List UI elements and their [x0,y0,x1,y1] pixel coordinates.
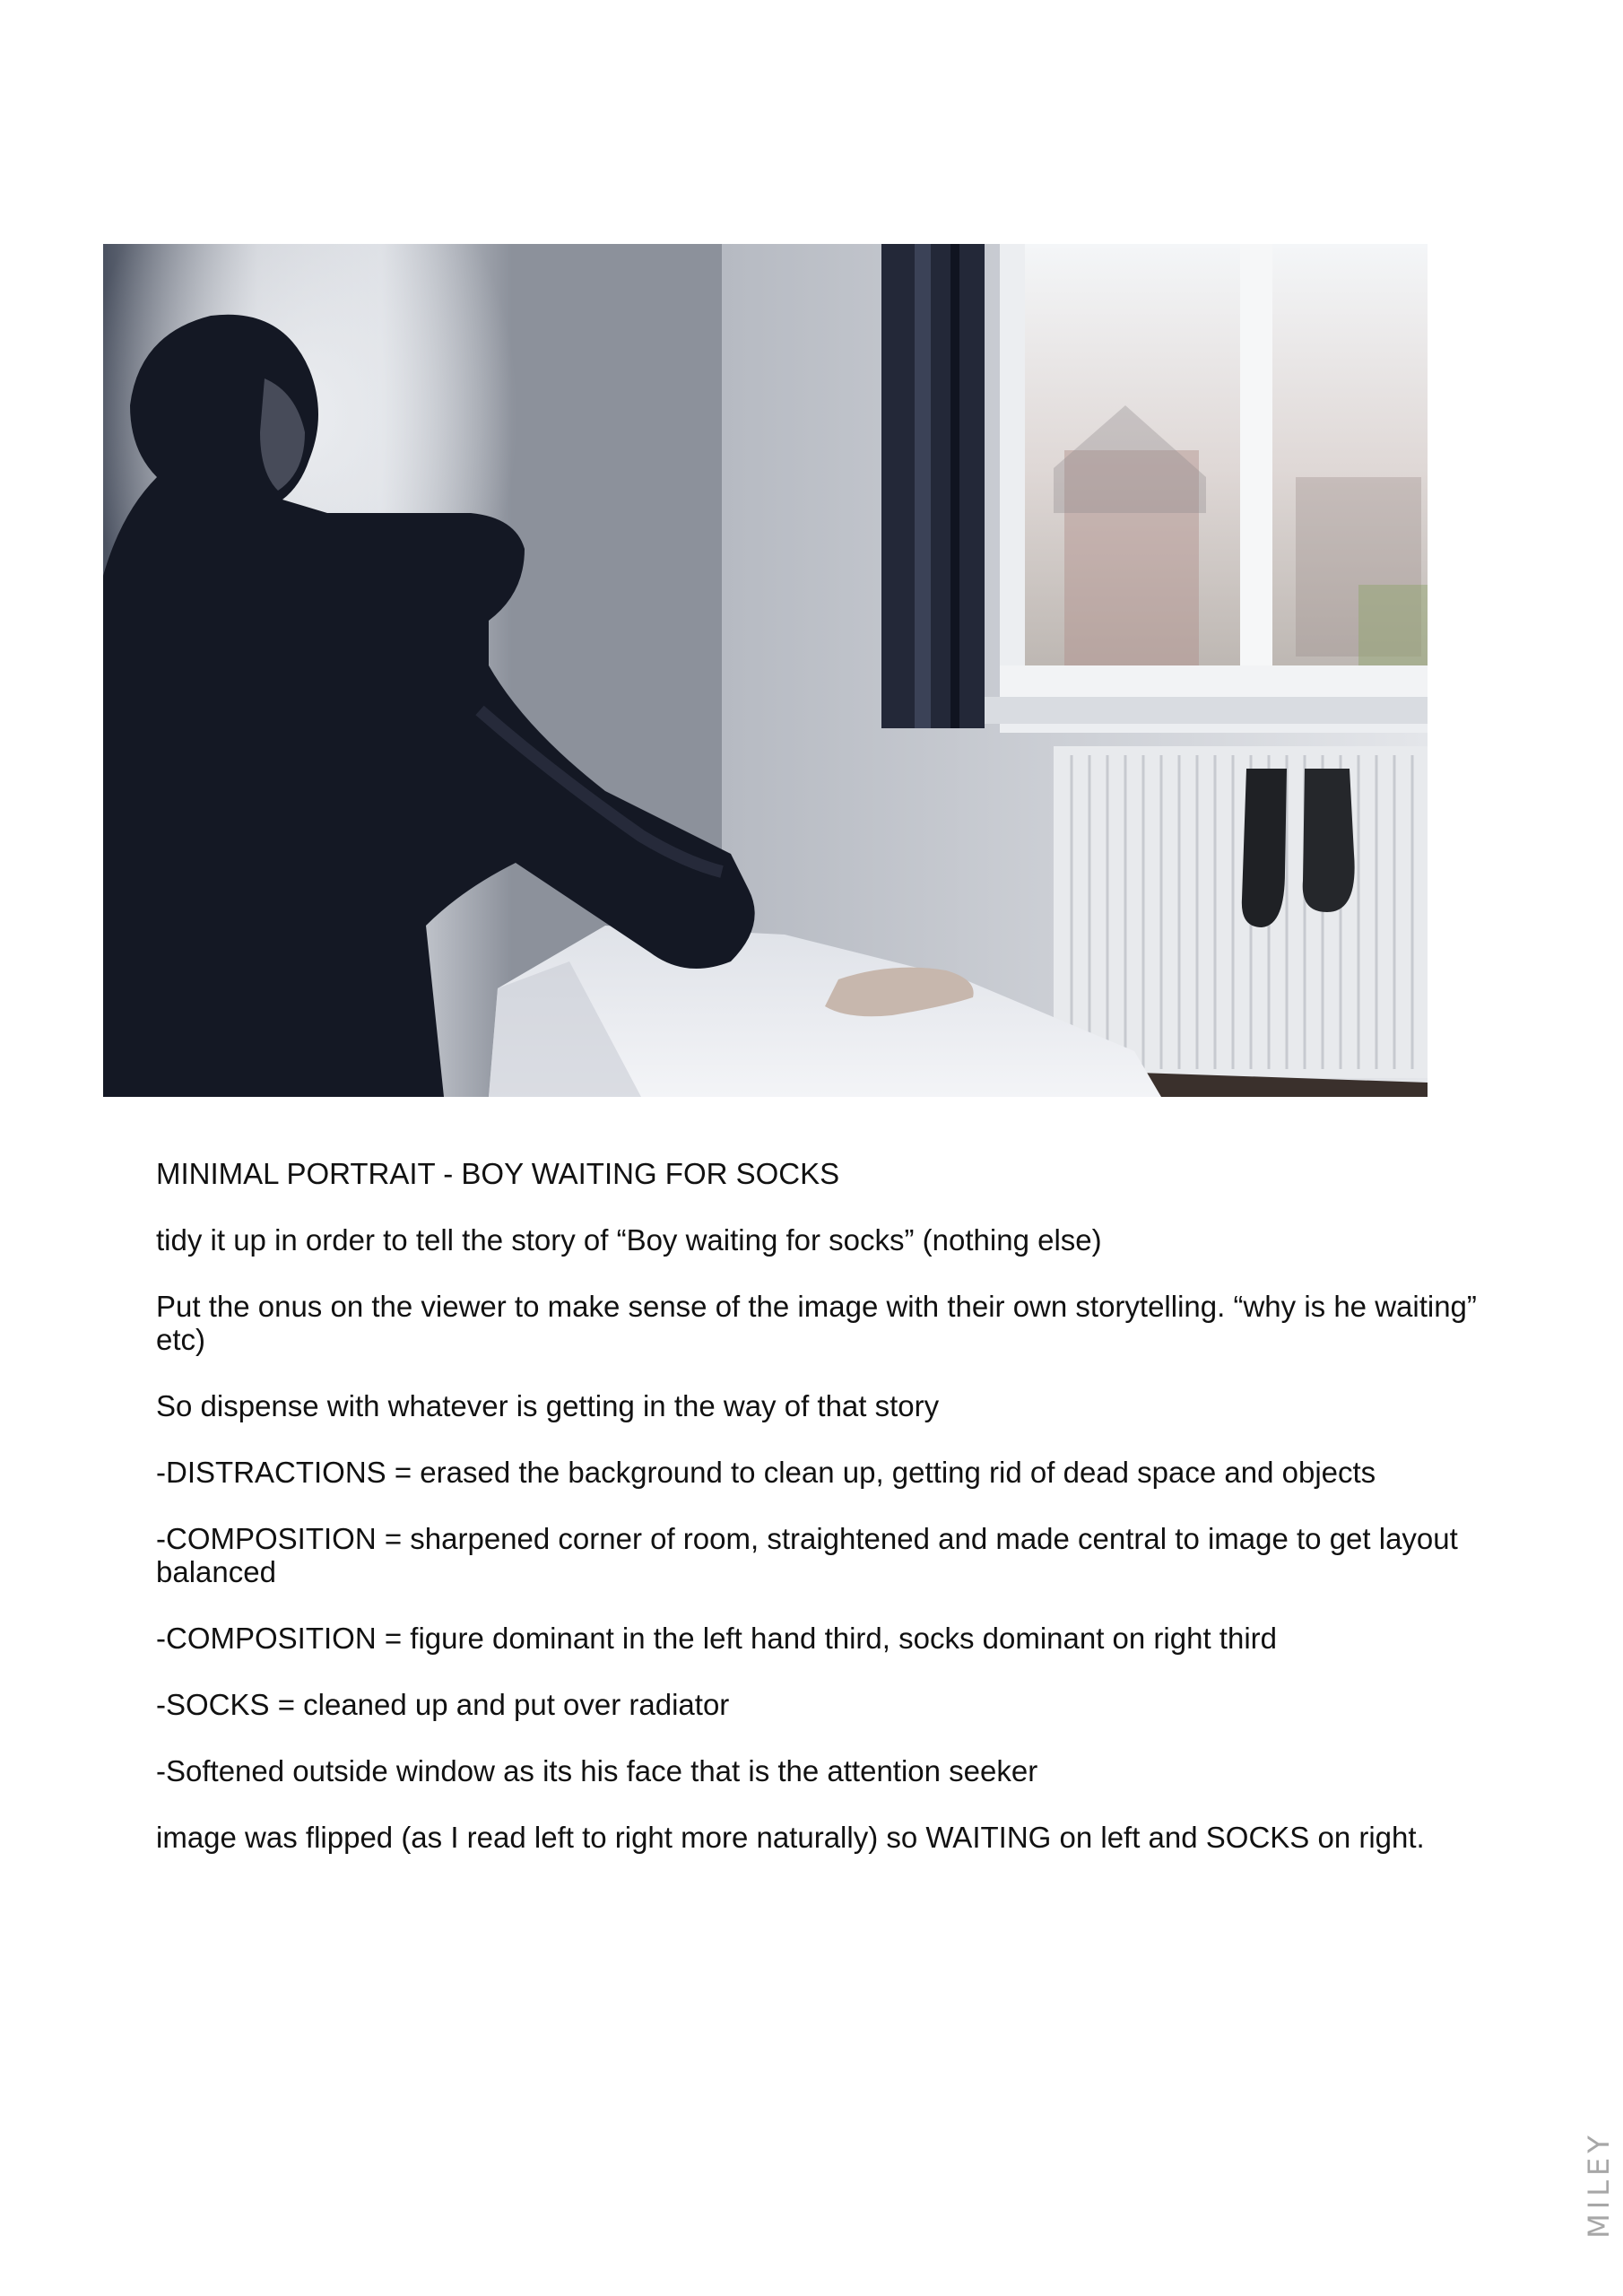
portrait-photo-illustration [103,244,1428,1097]
note-paragraph: -DISTRACTIONS = erased the background to clean up, getting rid of dead space and objects [156,1456,1376,1489]
note-paragraph: image was flipped (as I read left to right more naturally) so WAITING on left and SOCKS on right. [156,1821,1425,1854]
brand-logo [1581,2131,1617,2239]
notes-section [156,1157,1519,1887]
brand-logo-text: MILEY [1582,2131,1616,2239]
portrait-photo [103,244,1428,1097]
note-paragraph: -Softened outside window as its his face that is the attention seeker [156,1754,1038,1787]
notes-title: MINIMAL PORTRAIT - BOY WAITING FOR SOCKS [156,1157,840,1190]
note-paragraph: Put the onus on the viewer to make sense of the image with their own storytelling. “why is he waiting” etc) [156,1290,1477,1356]
note-paragraph: -COMPOSITION = sharpened corner of room, straightened and made central to image to get layout balanced [156,1522,1458,1588]
note-paragraph: tidy it up in order to tell the story of “Boy waiting for socks” (nothing else) [156,1223,1102,1257]
note-paragraph: -COMPOSITION = figure dominant in the left hand third, socks dominant on right third [156,1622,1277,1655]
note-paragraph: So dispense with whatever is getting in the way of that story [156,1389,940,1422]
note-paragraph: -SOCKS = cleaned up and put over radiator [156,1688,730,1721]
